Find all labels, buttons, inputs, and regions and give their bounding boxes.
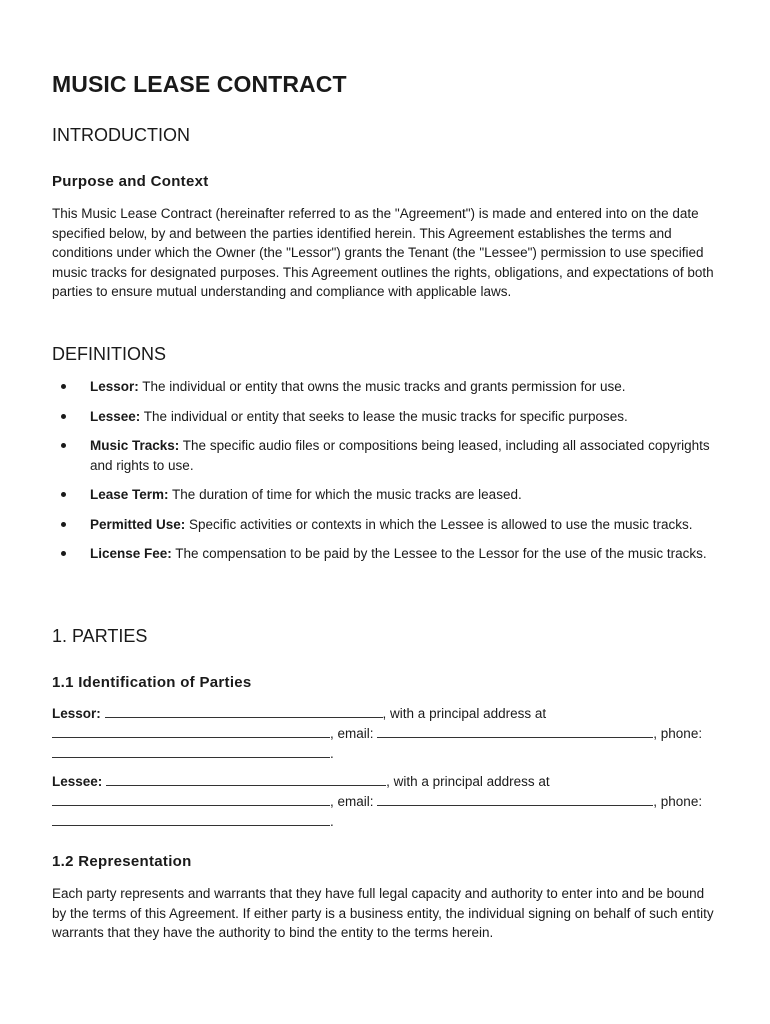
identification-subheading: 1.1 Identification of Parties xyxy=(52,674,252,691)
lessee-email-field[interactable] xyxy=(377,793,653,806)
definition-text: The individual or entity that seeks to lease the music tracks for specific purposes. xyxy=(140,408,628,424)
definitions-heading: DEFINITIONS xyxy=(52,344,167,364)
definition-item xyxy=(52,377,720,397)
address-text: , with a principal address at xyxy=(382,706,547,721)
lessee-name-field[interactable] xyxy=(106,773,386,786)
definition-term: License Fee: xyxy=(90,546,172,561)
lessor-email-field[interactable] xyxy=(377,725,653,738)
representation-paragraph: Each party represents and warrants that they have full legal capacity and authority to enter into and be bound by the terms of this Agreement. If either party is a business entity, the individual signing on behalf of such entity warrants that they have the authority to bind the entity to the terms herein. xyxy=(52,886,714,940)
definition-text: The individual or entity that owns the music tracks and grants permission for use. xyxy=(138,379,626,394)
lessor-address-field[interactable] xyxy=(52,725,330,738)
bullet-icon xyxy=(61,384,66,389)
representation-subheading: 1.2 Representation xyxy=(52,853,192,870)
definition-term: Permitted Use: xyxy=(90,516,186,532)
parties-heading: 1. PARTIES xyxy=(52,626,148,646)
definition-item xyxy=(52,407,720,427)
address-text: , with a principal address at xyxy=(386,774,550,789)
phone-text: , phone: xyxy=(653,794,703,809)
email-text: , email: xyxy=(330,794,374,809)
definition-text: Specific activities or contexts in which the Lessee is allowed to use the music tracks. xyxy=(185,516,693,532)
introduction-paragraph: This Music Lease Contract (hereinafter referred to as the "Agreement") is made and entered into on the date specified below, by and between the parties identified herein. This Agreement establishes the terms and conditions under which the Owner (the "Lessor") grants the Tenant (the "Lessee") permission to use specified music tracks for designated purposes. This Agreement outlines the rights, obligations, and expectations of both parties to ensure mutual understanding and compliance with applicable laws. xyxy=(52,206,714,299)
definition-item xyxy=(52,515,720,535)
bullet-icon xyxy=(61,492,66,497)
definition-item xyxy=(52,485,720,505)
introduction-heading: INTRODUCTION xyxy=(52,125,190,145)
definition-term: Lessor: xyxy=(90,379,139,394)
bullet-icon xyxy=(61,443,66,448)
lessor-name-field[interactable] xyxy=(105,705,383,718)
definition-text: The specific audio files or compositions being leased, including all associated copyrights and rights to use. xyxy=(90,438,710,473)
lessee-label: Lessee: xyxy=(52,774,103,789)
document-title: MUSIC LEASE CONTRACT xyxy=(52,71,347,97)
definition-term: Lessee: xyxy=(90,408,141,424)
lessor-block xyxy=(52,704,720,764)
definition-term: Lease Term: xyxy=(90,487,169,502)
definition-term: Music Tracks: xyxy=(90,438,180,453)
bullet-icon xyxy=(61,551,66,556)
definitions-list xyxy=(52,377,720,574)
lessee-phone-field[interactable] xyxy=(52,813,330,826)
email-text: , email: xyxy=(330,726,374,741)
definition-item xyxy=(52,544,720,564)
purpose-subheading: Purpose and Context xyxy=(52,173,209,190)
end-text: . xyxy=(330,746,334,761)
end-text: . xyxy=(330,814,334,829)
definition-item xyxy=(52,436,720,475)
phone-text: , phone: xyxy=(653,726,703,741)
lessee-address-field[interactable] xyxy=(52,793,330,806)
lessee-block xyxy=(52,772,720,832)
definition-text: The duration of time for which the music tracks are leased. xyxy=(168,487,522,502)
lessor-phone-field[interactable] xyxy=(52,745,330,758)
lessor-label: Lessor: xyxy=(52,706,101,721)
definition-text: The compensation to be paid by the Lessee to the Lessor for the use of the music tracks. xyxy=(171,546,707,561)
bullet-icon xyxy=(61,414,66,419)
bullet-icon xyxy=(61,522,66,527)
